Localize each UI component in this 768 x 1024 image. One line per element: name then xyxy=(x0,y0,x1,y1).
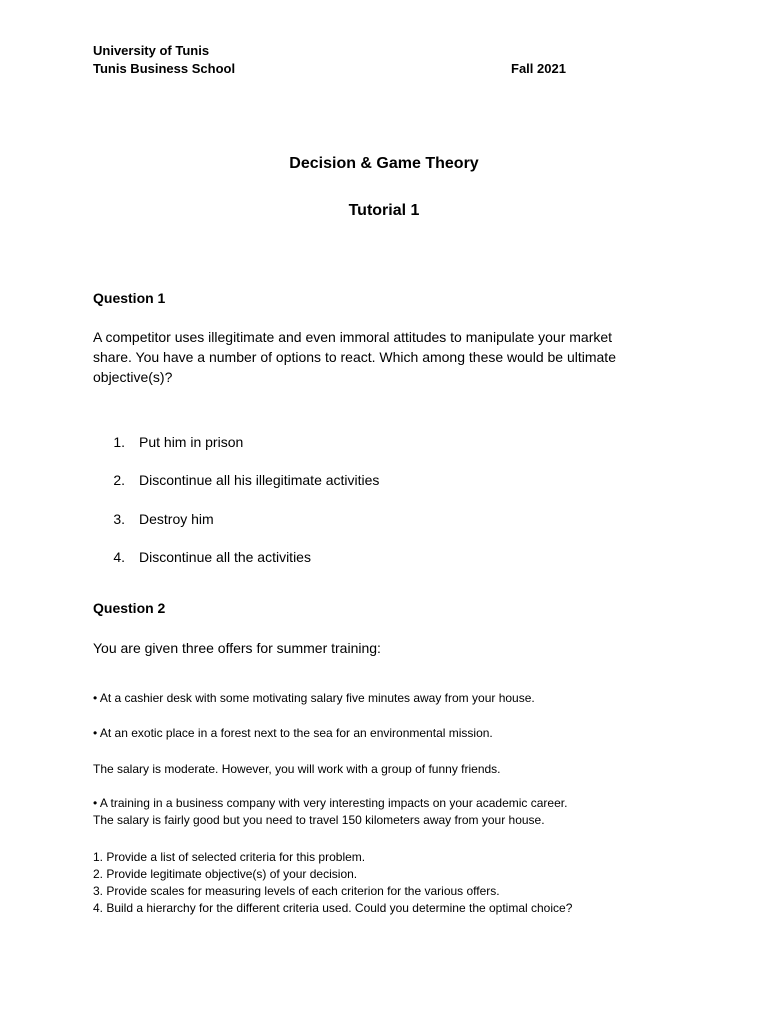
task-item: 3. Provide scales for measuring levels of each criterion for the various offers. xyxy=(93,884,500,898)
option-item xyxy=(101,511,214,527)
paragraph-line: A competitor uses illegitimate and even immoral attitudes to manipulate your market xyxy=(93,329,613,345)
paragraph-line: objective(s)? xyxy=(93,369,173,385)
offer-1-text: • At a cashier desk with some motivating salary five minutes away from your house. xyxy=(93,691,535,705)
option-text: Destroy him xyxy=(139,511,214,527)
paragraph-line: share. You have a number of options to react. Which among these would be ultimate xyxy=(93,349,616,365)
question-1-heading: Question 1 xyxy=(93,290,166,306)
option-text: Put him in prison xyxy=(139,434,244,450)
offer-2-text: • At an exotic place in a forest next to the sea for an environmental mission. xyxy=(93,726,493,740)
option-number: 2. xyxy=(113,472,125,488)
option-number: 3. xyxy=(113,511,125,527)
option-item xyxy=(101,472,379,488)
offer-3-line: The salary is fairly good but you need to travel 150 kilometers away from your house. xyxy=(93,813,545,827)
option-item xyxy=(101,549,311,565)
option-number: 1. xyxy=(113,434,125,450)
task-item: 4. Build a hierarchy for the different criteria used. Could you determine the optimal choice? xyxy=(93,901,573,915)
school-name: Tunis Business School xyxy=(93,61,236,76)
task-item: 1. Provide a list of selected criteria for this problem. xyxy=(93,850,366,864)
course-title: Decision & Game Theory xyxy=(289,155,479,172)
question-2-heading: Question 2 xyxy=(93,600,166,616)
offer-3-line: • A training in a business company with very interesting impacts on your academic career. xyxy=(93,796,568,810)
question-2-intro: You are given three offers for summer training: xyxy=(93,640,381,656)
tutorial-title: Tutorial 1 xyxy=(348,202,420,219)
option-number: 4. xyxy=(113,549,125,565)
option-item xyxy=(101,434,243,450)
task-item: 2. Provide legitimate objective(s) of your decision. xyxy=(93,867,358,881)
task-list xyxy=(93,849,572,917)
question-1-paragraph xyxy=(93,327,616,387)
option-text: Discontinue all his illegitimate activities xyxy=(139,472,380,488)
offer-2-salary-text: The salary is moderate. However, you will work with a group of funny friends. xyxy=(93,762,501,776)
offer-3-text xyxy=(93,795,567,829)
university-name: University of Tunis xyxy=(93,43,210,58)
option-text: Discontinue all the activities xyxy=(139,549,311,565)
term-label: Fall 2021 xyxy=(511,61,566,76)
